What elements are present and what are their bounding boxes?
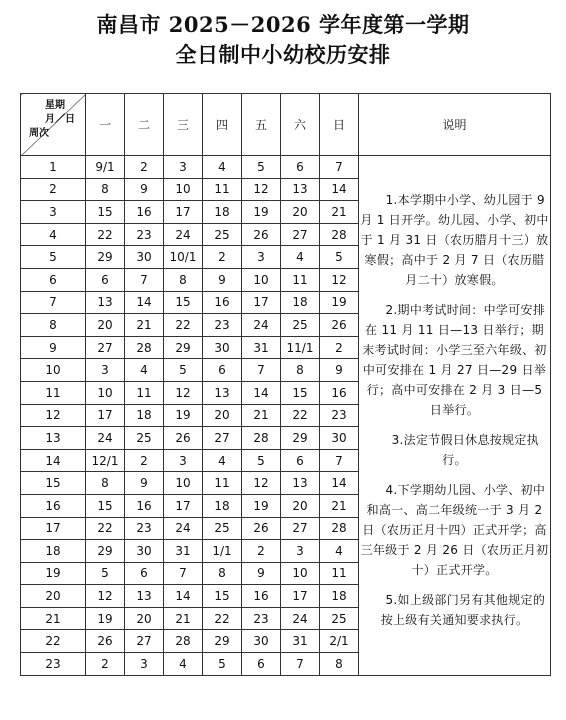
date-cell: 27 xyxy=(125,630,164,653)
weekday-header-thu: 四 xyxy=(203,94,242,156)
week-number-cell: 20 xyxy=(21,585,86,608)
date-cell: 2 xyxy=(203,246,242,269)
date-cell: 4 xyxy=(320,540,359,563)
date-cell: 3 xyxy=(125,653,164,676)
date-cell: 12 xyxy=(242,178,281,201)
date-cell: 11 xyxy=(281,268,320,291)
date-cell: 4 xyxy=(281,246,320,269)
week-number-cell: 16 xyxy=(21,494,86,517)
date-cell: 2 xyxy=(320,336,359,359)
date-cell: 29 xyxy=(86,246,125,269)
date-cell: 3 xyxy=(86,359,125,382)
date-cell: 9 xyxy=(125,178,164,201)
date-cell: 22 xyxy=(281,404,320,427)
date-cell: 13 xyxy=(281,178,320,201)
date-cell: 17 xyxy=(281,585,320,608)
week-number-cell: 6 xyxy=(21,268,86,291)
date-cell: 19 xyxy=(320,291,359,314)
date-cell: 9 xyxy=(242,562,281,585)
date-cell: 30 xyxy=(203,336,242,359)
date-cell: 24 xyxy=(281,607,320,630)
date-cell: 19 xyxy=(242,494,281,517)
date-cell: 25 xyxy=(320,607,359,630)
date-cell: 24 xyxy=(164,517,203,540)
week-number-cell: 9 xyxy=(21,336,86,359)
date-cell: 18 xyxy=(320,585,359,608)
date-cell: 15 xyxy=(203,585,242,608)
date-cell: 16 xyxy=(203,291,242,314)
date-cell: 15 xyxy=(164,291,203,314)
week-number-cell: 19 xyxy=(21,562,86,585)
date-cell: 18 xyxy=(125,404,164,427)
page-title: 南昌市 2025－2026 学年度第一学期 xyxy=(96,12,470,37)
weekday-header-fri: 五 xyxy=(242,94,281,156)
date-cell: 22 xyxy=(86,223,125,246)
corner-header-cell xyxy=(21,94,86,156)
date-cell: 23 xyxy=(203,314,242,337)
date-cell: 6 xyxy=(281,449,320,472)
date-cell: 28 xyxy=(164,630,203,653)
note-paragraph: 4.下学期幼儿园、小学、初中和高一、高二年级统一于 3 月 2 日（农历正月十四）正式开学；高三年级于 2 月 26 日（农历正月初十）正式开学。 xyxy=(360,483,549,578)
date-cell: 13 xyxy=(281,472,320,495)
weekday-header-sat: 六 xyxy=(281,94,320,156)
date-cell: 5 xyxy=(320,246,359,269)
date-cell: 6 xyxy=(203,359,242,382)
date-cell: 14 xyxy=(320,472,359,495)
date-cell: 31 xyxy=(164,540,203,563)
date-cell: 28 xyxy=(242,427,281,450)
date-cell: 4 xyxy=(164,653,203,676)
date-cell: 19 xyxy=(164,404,203,427)
date-cell: 26 xyxy=(164,427,203,450)
date-cell: 23 xyxy=(242,607,281,630)
date-cell: 16 xyxy=(320,381,359,404)
date-cell: 29 xyxy=(203,630,242,653)
weekday-header-tue: 二 xyxy=(125,94,164,156)
date-cell: 11 xyxy=(320,562,359,585)
notes-cell xyxy=(359,156,551,676)
date-cell: 29 xyxy=(281,427,320,450)
date-cell: 25 xyxy=(281,314,320,337)
date-cell: 11 xyxy=(203,472,242,495)
date-cell: 20 xyxy=(86,314,125,337)
date-cell: 25 xyxy=(203,223,242,246)
week-number-cell: 7 xyxy=(21,291,86,314)
date-cell: 8 xyxy=(164,268,203,291)
corner-label-weekday: 星期 xyxy=(45,100,65,111)
week-number-cell: 12 xyxy=(21,404,86,427)
calendar-body xyxy=(21,156,551,676)
date-cell: 28 xyxy=(125,336,164,359)
date-cell: 2 xyxy=(242,540,281,563)
date-cell: 23 xyxy=(125,223,164,246)
date-cell: 15 xyxy=(86,201,125,224)
date-cell: 21 xyxy=(125,314,164,337)
date-cell: 26 xyxy=(242,223,281,246)
date-cell: 13 xyxy=(125,585,164,608)
date-cell: 30 xyxy=(242,630,281,653)
note-paragraph: 2.期中考试时间：中学可安排在 11 月 11 日—13 日举行；期末考试时间：小学三至六年级、初中可安排在 1 月 27 日—29 日举行；高中可安排在 2 月 3 日—5 日举行。 xyxy=(362,303,547,418)
date-cell: 26 xyxy=(320,314,359,337)
date-cell: 24 xyxy=(242,314,281,337)
date-cell: 21 xyxy=(242,404,281,427)
week-number-cell: 2 xyxy=(21,178,86,201)
date-cell: 29 xyxy=(164,336,203,359)
date-cell: 24 xyxy=(86,427,125,450)
date-cell: 16 xyxy=(125,494,164,517)
week-number-cell: 22 xyxy=(21,630,86,653)
date-cell: 11/1 xyxy=(281,336,320,359)
date-cell: 3 xyxy=(281,540,320,563)
date-cell: 26 xyxy=(86,630,125,653)
date-cell: 25 xyxy=(125,427,164,450)
date-cell: 20 xyxy=(281,494,320,517)
date-cell: 8 xyxy=(320,653,359,676)
date-cell: 17 xyxy=(164,201,203,224)
date-cell: 12 xyxy=(242,472,281,495)
corner-label-month-day: 月／日 xyxy=(45,114,75,125)
date-cell: 4 xyxy=(125,359,164,382)
date-cell: 7 xyxy=(125,268,164,291)
date-cell: 17 xyxy=(164,494,203,517)
date-cell: 6 xyxy=(86,268,125,291)
date-cell: 24 xyxy=(164,223,203,246)
date-cell: 18 xyxy=(203,494,242,517)
date-cell: 19 xyxy=(242,201,281,224)
date-cell: 20 xyxy=(203,404,242,427)
date-cell: 28 xyxy=(320,223,359,246)
date-cell: 4 xyxy=(203,156,242,179)
date-cell: 8 xyxy=(281,359,320,382)
date-cell: 10 xyxy=(86,381,125,404)
date-cell: 17 xyxy=(242,291,281,314)
weekday-header-mon: 一 xyxy=(86,94,125,156)
date-cell: 13 xyxy=(86,291,125,314)
date-cell: 14 xyxy=(125,291,164,314)
date-cell: 27 xyxy=(86,336,125,359)
date-cell: 10 xyxy=(164,178,203,201)
date-cell: 3 xyxy=(164,156,203,179)
school-calendar-table xyxy=(20,93,551,676)
date-cell: 10 xyxy=(242,268,281,291)
week-number-cell: 11 xyxy=(21,381,86,404)
date-cell: 12 xyxy=(86,585,125,608)
date-cell: 15 xyxy=(281,381,320,404)
date-cell: 21 xyxy=(320,494,359,517)
date-cell: 5 xyxy=(86,562,125,585)
date-cell: 11 xyxy=(125,381,164,404)
date-cell: 11 xyxy=(203,178,242,201)
table-row xyxy=(21,156,551,179)
date-cell: 6 xyxy=(125,562,164,585)
date-cell: 1/1 xyxy=(203,540,242,563)
week-number-cell: 18 xyxy=(21,540,86,563)
date-cell: 17 xyxy=(86,404,125,427)
date-cell: 7 xyxy=(242,359,281,382)
date-cell: 30 xyxy=(125,246,164,269)
week-number-cell: 21 xyxy=(21,607,86,630)
date-cell: 22 xyxy=(86,517,125,540)
corner-label-week: 周次 xyxy=(29,128,49,139)
date-cell: 10/1 xyxy=(164,246,203,269)
date-cell: 2 xyxy=(125,449,164,472)
page-subtitle: 全日制中小幼校历安排 xyxy=(175,42,391,67)
date-cell: 8 xyxy=(86,178,125,201)
date-cell: 10 xyxy=(281,562,320,585)
date-cell: 7 xyxy=(320,449,359,472)
date-cell: 5 xyxy=(203,653,242,676)
date-cell: 9 xyxy=(203,268,242,291)
date-cell: 13 xyxy=(203,381,242,404)
date-cell: 27 xyxy=(281,223,320,246)
date-cell: 31 xyxy=(281,630,320,653)
date-cell: 26 xyxy=(242,517,281,540)
date-cell: 25 xyxy=(203,517,242,540)
date-cell: 7 xyxy=(320,156,359,179)
date-cell: 22 xyxy=(203,607,242,630)
date-cell: 21 xyxy=(320,201,359,224)
date-cell: 10 xyxy=(164,472,203,495)
date-cell: 5 xyxy=(164,359,203,382)
date-cell: 7 xyxy=(164,562,203,585)
week-number-cell: 15 xyxy=(21,472,86,495)
week-number-cell: 4 xyxy=(21,223,86,246)
date-cell: 12/1 xyxy=(86,449,125,472)
date-cell: 16 xyxy=(125,201,164,224)
date-cell: 19 xyxy=(86,607,125,630)
date-cell: 2 xyxy=(125,156,164,179)
date-cell: 18 xyxy=(203,201,242,224)
date-cell: 14 xyxy=(320,178,359,201)
notes-header: 说明 xyxy=(359,94,551,156)
date-cell: 5 xyxy=(242,449,281,472)
date-cell: 9 xyxy=(320,359,359,382)
week-number-cell: 17 xyxy=(21,517,86,540)
date-cell: 3 xyxy=(164,449,203,472)
week-number-cell: 13 xyxy=(21,427,86,450)
date-cell: 14 xyxy=(242,381,281,404)
date-cell: 28 xyxy=(320,517,359,540)
date-cell: 9 xyxy=(125,472,164,495)
date-cell: 6 xyxy=(281,156,320,179)
week-number-cell: 5 xyxy=(21,246,86,269)
date-cell: 22 xyxy=(164,314,203,337)
date-cell: 27 xyxy=(281,517,320,540)
date-cell: 18 xyxy=(281,291,320,314)
table-header-row xyxy=(21,94,551,156)
week-number-cell: 8 xyxy=(21,314,86,337)
weekday-header-wed: 三 xyxy=(164,94,203,156)
date-cell: 31 xyxy=(242,336,281,359)
week-number-cell: 3 xyxy=(21,201,86,224)
date-cell: 23 xyxy=(320,404,359,427)
date-cell: 12 xyxy=(320,268,359,291)
weekday-header-sun: 日 xyxy=(320,94,359,156)
week-number-cell: 23 xyxy=(21,653,86,676)
date-cell: 8 xyxy=(86,472,125,495)
date-cell: 6 xyxy=(242,653,281,676)
date-cell: 9/1 xyxy=(86,156,125,179)
date-cell: 20 xyxy=(281,201,320,224)
note-paragraph: 1.本学期中小学、幼儿园于 9 月 1 日开学。幼儿园、小学、初中于 1 月 31 日（农历腊月十三）放寒假；高中于 2 月 7 日（农历腊月二十）放寒假。 xyxy=(360,193,549,288)
week-number-cell: 14 xyxy=(21,449,86,472)
date-cell: 14 xyxy=(164,585,203,608)
date-cell: 16 xyxy=(242,585,281,608)
date-cell: 27 xyxy=(203,427,242,450)
note-paragraph: 5.如上级部门另有其他规定的按上级有关通知要求执行。 xyxy=(380,593,546,628)
date-cell: 3 xyxy=(242,246,281,269)
week-number-cell: 1 xyxy=(21,156,86,179)
date-cell: 5 xyxy=(242,156,281,179)
date-cell: 29 xyxy=(86,540,125,563)
date-cell: 4 xyxy=(203,449,242,472)
week-number-cell: 10 xyxy=(21,359,86,382)
date-cell: 2/1 xyxy=(320,630,359,653)
date-cell: 23 xyxy=(125,517,164,540)
date-cell: 2 xyxy=(86,653,125,676)
date-cell: 21 xyxy=(164,607,203,630)
note-paragraph: 3.法定节假日休息按规定执行。 xyxy=(391,433,539,468)
date-cell: 15 xyxy=(86,494,125,517)
date-cell: 20 xyxy=(125,607,164,630)
date-cell: 30 xyxy=(320,427,359,450)
date-cell: 8 xyxy=(203,562,242,585)
date-cell: 12 xyxy=(164,381,203,404)
date-cell: 7 xyxy=(281,653,320,676)
date-cell: 30 xyxy=(125,540,164,563)
